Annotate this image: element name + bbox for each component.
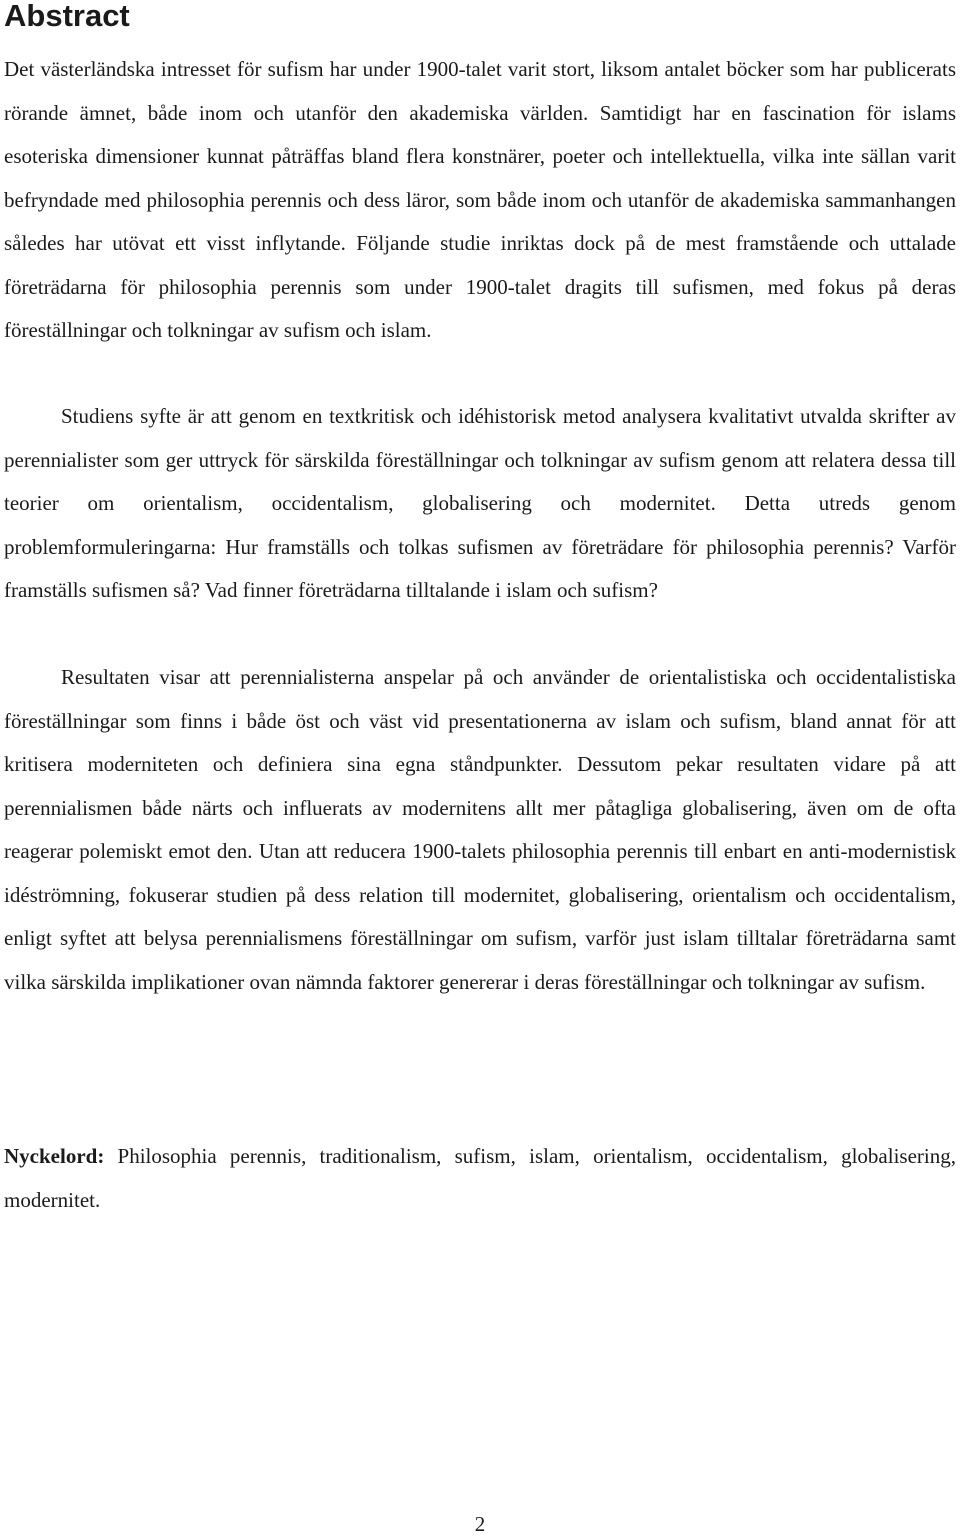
keywords-line [4,1135,956,1222]
abstract-paragraph-1: Det västerländska intresset för sufism har under 1900-talet varit stort, liksom antalet böcker som har publicerats rörande ämnet, både inom och utanför den akademiska världen. Samtidigt har en fascination för islams esoteriska dimensioner kunnat påträffas bland flera konstnärer, poeter och intellektuella, vilka inte sällan varit befryndade med philosophia perennis och dess läror, som både inom och utanför de akademiska sammanhangen således har utövat ett visst inflytande. Följande studie inriktas dock på de mest framstående och uttalade företrädarna för philosophia perennis som under 1900-talet dragits till sufismen, med fokus på deras föreställningar och tolkningar av sufism och islam. [4,57,956,342]
abstract-heading: Abstract [4,0,130,33]
page-number: 2 [474,1512,486,1536]
abstract-paragraph-2: Studiens syfte är att genom en textkritisk och idéhistorisk metod analysera kvalitativt utvalda skrifter av perennialister som ger uttryck för särskilda föreställningar och tolkningar av sufism genom att relatera dessa till teorier om orientalism, occidentalism, globalisering och modernitet. Detta utreds genom problemformuleringarna: Hur framställs och tolkas sufismen av företrädare för philosophia perennis? Varför framställs sufismen så? Vad finner företrädarna tilltalande i islam och sufism? [4,404,956,602]
abstract-paragraph-3: Resultaten visar att perennialisterna anspelar på och använder de orientalistiska och occidentalistiska föreställningar som finns i både öst och väst vid presentationerna av islam och sufism, bland annat för att kritisera moderniteten och definiera sina egna ståndpunkter. Dessutom pekar resultaten vidare på att perennialismen både närts och influerats av modernitens allt mer påtagliga globalisering, även om de ofta reagerar polemiskt emot den. Utan att reducera 1900-talets philosophia perennis till enbart en anti-modernistisk idéströmning, fokuserar studien på dess relation till modernitet, globalisering, orientalism och occidentalism, enligt syftet att belysa perennialismens föreställningar om sufism, varför just islam tilltalar företrädarna samt vilka särskilda implikationer ovan nämnda faktorer genererar i deras föreställningar och tolkningar av sufism. [4,665,956,994]
keywords-label: Nyckelord: [4,1144,105,1168]
keywords-list: Philosophia perennis, traditionalism, sufism, islam, orientalism, occidentalism, globalisering, modernitet. [4,1144,956,1212]
